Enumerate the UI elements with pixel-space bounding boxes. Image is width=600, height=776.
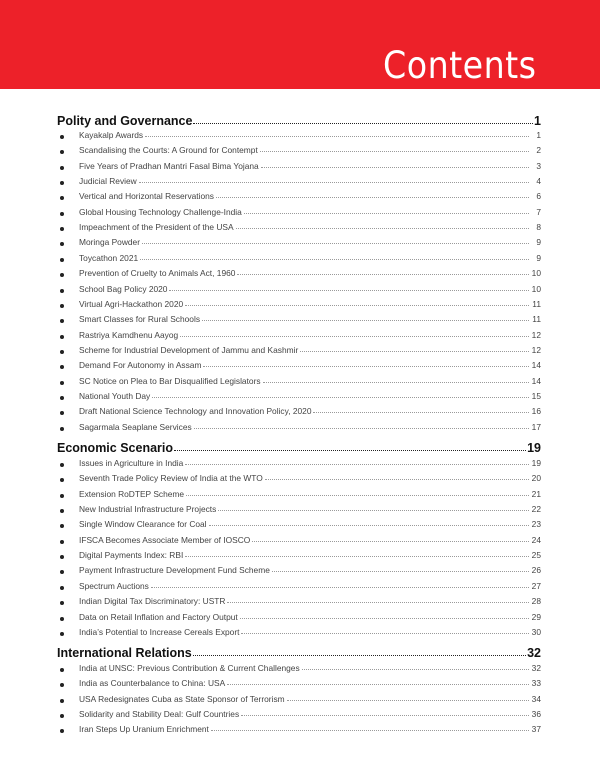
toc-entry-label: India at UNSC: Previous Contribution & Current Challenges bbox=[79, 663, 300, 673]
bullet-icon bbox=[60, 181, 64, 185]
bullet-icon bbox=[60, 150, 64, 154]
toc-entry-page-number: 23 bbox=[531, 519, 541, 530]
toc-entry[interactable] bbox=[57, 565, 541, 579]
toc-entry-label: Rastriya Kamdhenu Aayog bbox=[79, 329, 179, 340]
toc-entry-page-number: 1 bbox=[536, 130, 541, 140]
toc-entry-page-number: 36 bbox=[531, 709, 541, 720]
bullet-icon bbox=[60, 463, 64, 467]
bullet-icon bbox=[60, 601, 64, 605]
toc-entry-label: Solidarity and Stability Deal: Gulf Countries bbox=[79, 709, 240, 720]
bullet-icon bbox=[60, 714, 64, 718]
section-heading[interactable] bbox=[57, 114, 541, 130]
dot-leader bbox=[139, 175, 529, 183]
dot-leader bbox=[261, 160, 529, 168]
bullet-icon bbox=[60, 381, 64, 385]
toc-entry-page-number: 11 bbox=[532, 314, 541, 325]
toc-entry-label: Kayakalp Awards bbox=[79, 130, 144, 140]
bullet-icon bbox=[60, 540, 64, 544]
section-page-number: 32 bbox=[527, 646, 541, 660]
toc-entry-page-number: 4 bbox=[536, 176, 541, 187]
bullet-icon bbox=[60, 729, 64, 733]
bullet-icon bbox=[60, 524, 64, 528]
toc-entry-page-number: 33 bbox=[531, 678, 541, 689]
toc-entry-page-number: 10 bbox=[531, 283, 541, 294]
toc-entry-page-number: 29 bbox=[531, 611, 541, 622]
bullet-icon bbox=[60, 699, 64, 703]
dot-leader bbox=[202, 313, 529, 321]
bullet-icon bbox=[60, 350, 64, 354]
dot-leader bbox=[151, 580, 529, 588]
toc-entry-label: Impeachment of the President of the USA bbox=[79, 222, 234, 233]
toc-entry[interactable] bbox=[57, 191, 541, 205]
toc-entry-page-number: 9 bbox=[536, 252, 541, 263]
dot-leader bbox=[302, 662, 529, 670]
toc-entry-label: Scandalising the Courts: A Ground for Contempt bbox=[79, 145, 258, 156]
toc-entry[interactable] bbox=[57, 360, 541, 374]
toc-entry-page-number: 25 bbox=[531, 550, 541, 561]
bullet-icon bbox=[60, 135, 64, 139]
toc-entry-label: SC Notice on Plea to Bar Disqualified Legislators bbox=[79, 375, 261, 386]
toc-entry[interactable] bbox=[57, 550, 541, 564]
toc-entry-page-number: 30 bbox=[531, 626, 541, 637]
dot-leader bbox=[174, 440, 526, 451]
toc-entry[interactable] bbox=[57, 406, 541, 420]
toc-entry-label: Data on Retail Inflation and Factory Output bbox=[79, 611, 238, 622]
dot-leader bbox=[142, 236, 529, 244]
dot-leader bbox=[211, 723, 529, 731]
toc-entry-label: Judicial Review bbox=[79, 176, 137, 187]
toc-entry-page-number: 14 bbox=[531, 360, 541, 371]
toc-entry-label: New Industrial Infrastructure Projects bbox=[79, 504, 217, 515]
toc-entry-label: Extension RoDTEP Scheme bbox=[79, 488, 185, 499]
toc-entry-label: Smart Classes for Rural Schools bbox=[79, 314, 201, 325]
toc-entry[interactable] bbox=[57, 581, 541, 595]
toc-entry-label: Indian Digital Tax Discriminatory: USTR bbox=[79, 596, 226, 607]
section-page-number: 1 bbox=[534, 114, 541, 128]
dot-leader bbox=[216, 190, 529, 198]
dot-leader bbox=[209, 518, 529, 526]
bullet-icon bbox=[60, 555, 64, 559]
header-banner bbox=[0, 0, 600, 89]
toc-entry-page-number: 12 bbox=[531, 344, 541, 355]
bullet-icon bbox=[60, 668, 64, 672]
toc-entry-page-number: 3 bbox=[536, 160, 541, 171]
toc-entry[interactable] bbox=[57, 299, 541, 313]
dot-leader bbox=[236, 221, 529, 229]
toc-entry[interactable] bbox=[57, 391, 541, 405]
bullet-icon bbox=[60, 570, 64, 574]
toc-entry-page-number: 32 bbox=[531, 663, 541, 673]
dot-leader bbox=[185, 457, 529, 465]
section-title: International Relations bbox=[57, 646, 192, 660]
bullet-icon bbox=[60, 396, 64, 400]
dot-leader bbox=[140, 252, 529, 260]
bullet-icon bbox=[60, 478, 64, 482]
section-heading[interactable] bbox=[57, 441, 541, 457]
toc-entry-label: Spectrum Auctions bbox=[79, 580, 149, 591]
toc-entry[interactable] bbox=[57, 519, 541, 533]
toc-entry[interactable] bbox=[57, 345, 541, 359]
toc-entry-label: Digital Payments Index: RBI bbox=[79, 550, 184, 561]
dot-leader bbox=[313, 405, 529, 413]
toc-entry[interactable] bbox=[57, 627, 541, 641]
toc-entry-label: Vertical and Horizontal Reservations bbox=[79, 191, 214, 202]
bullet-icon bbox=[60, 427, 64, 431]
bullet-icon bbox=[60, 335, 64, 339]
toc-entry-label: India’s Potential to Increase Cereals Export bbox=[79, 626, 240, 637]
bullet-icon bbox=[60, 273, 64, 277]
section-heading[interactable] bbox=[57, 646, 541, 662]
toc-entry-page-number: 16 bbox=[531, 406, 541, 417]
toc-entry[interactable] bbox=[57, 535, 541, 549]
dot-leader bbox=[185, 549, 529, 557]
dot-leader bbox=[152, 390, 529, 398]
dot-leader bbox=[263, 375, 529, 383]
toc-entry[interactable] bbox=[57, 596, 541, 610]
toc-entry-page-number: 15 bbox=[531, 390, 541, 401]
toc-entry-label: India as Counterbalance to China: USA bbox=[79, 678, 226, 689]
toc-entry-page-number: 10 bbox=[531, 268, 541, 279]
toc-entry-page-number: 14 bbox=[531, 375, 541, 386]
toc-entry-label: Scheme for Industrial Development of Jammu and Kashmir bbox=[79, 344, 299, 355]
bullet-icon bbox=[60, 258, 64, 262]
dot-leader bbox=[203, 359, 529, 367]
toc-entry[interactable] bbox=[57, 330, 541, 344]
bullet-icon bbox=[60, 509, 64, 513]
bullet-icon bbox=[60, 242, 64, 246]
dot-leader bbox=[237, 267, 529, 275]
section-page-number: 19 bbox=[527, 441, 541, 455]
toc-entry[interactable] bbox=[57, 284, 541, 298]
toc-entry-label: Global Housing Technology Challenge-India bbox=[79, 206, 242, 217]
toc-entry[interactable] bbox=[57, 176, 541, 190]
dot-leader bbox=[227, 595, 529, 603]
toc-entry[interactable] bbox=[57, 678, 541, 692]
toc-entry-page-number: 27 bbox=[531, 580, 541, 591]
toc-entry-page-number: 20 bbox=[531, 473, 541, 484]
bullet-icon bbox=[60, 212, 64, 216]
bullet-icon bbox=[60, 304, 64, 308]
toc-entry[interactable] bbox=[57, 253, 541, 267]
dot-leader bbox=[185, 298, 529, 306]
bullet-icon bbox=[60, 586, 64, 590]
dot-leader bbox=[265, 472, 529, 480]
toc-entry[interactable] bbox=[57, 709, 541, 723]
dot-leader bbox=[169, 283, 529, 291]
toc-entry-label: Draft National Science Technology and Innovation Policy, 2020 bbox=[79, 406, 312, 417]
toc-entry-label: Virtual Agri-Hackathon 2020 bbox=[79, 298, 184, 309]
bullet-icon bbox=[60, 494, 64, 498]
toc-entry[interactable] bbox=[57, 222, 541, 236]
toc-entry-label: Single Window Clearance for Coal bbox=[79, 519, 207, 530]
dot-leader bbox=[241, 626, 529, 634]
bullet-icon bbox=[60, 196, 64, 200]
toc-entry[interactable] bbox=[57, 130, 541, 144]
toc-entry-label: Moringa Powder bbox=[79, 237, 140, 248]
toc-entry[interactable] bbox=[57, 612, 541, 626]
dot-leader bbox=[218, 503, 529, 511]
dot-leader bbox=[244, 206, 529, 214]
toc-entry[interactable] bbox=[57, 268, 541, 282]
bullet-icon bbox=[60, 411, 64, 415]
toc-entry-label: IFSCA Becomes Associate Member of IOSCO bbox=[79, 534, 251, 545]
dot-leader bbox=[194, 421, 529, 429]
toc-entry-label: Issues in Agriculture in India bbox=[79, 458, 184, 468]
toc-entry-label: Seventh Trade Policy Review of India at the WTO bbox=[79, 473, 263, 484]
toc-entry-page-number: 7 bbox=[536, 206, 541, 217]
toc-entry[interactable] bbox=[57, 458, 541, 472]
dot-leader bbox=[180, 329, 529, 337]
bullet-icon bbox=[60, 365, 64, 369]
section-title: Polity and Governance bbox=[57, 114, 193, 128]
toc-entry[interactable] bbox=[57, 145, 541, 159]
dot-leader bbox=[186, 488, 529, 496]
toc-entry-page-number: 37 bbox=[531, 724, 541, 735]
toc-entry-label: National Youth Day bbox=[79, 390, 151, 401]
dot-leader bbox=[272, 564, 529, 572]
bullet-icon bbox=[60, 683, 64, 687]
toc-entry-label: USA Redesignates Cuba as State Sponsor of Terrorism bbox=[79, 693, 285, 704]
toc-entry[interactable] bbox=[57, 237, 541, 251]
toc-entry-page-number: 11 bbox=[532, 298, 541, 309]
toc-entry-label: Payment Infrastructure Development Fund Scheme bbox=[79, 565, 270, 576]
toc-entry[interactable] bbox=[57, 207, 541, 221]
dot-leader bbox=[300, 344, 529, 352]
dot-leader bbox=[193, 645, 526, 656]
toc-entry-label: Demand For Autonomy in Assam bbox=[79, 360, 202, 371]
section-title: Economic Scenario bbox=[57, 441, 174, 455]
toc-entry[interactable] bbox=[57, 161, 541, 175]
bullet-icon bbox=[60, 319, 64, 323]
bullet-icon bbox=[60, 166, 64, 170]
toc-entry-page-number: 17 bbox=[531, 421, 541, 432]
page-title: Contents bbox=[382, 44, 536, 87]
bullet-icon bbox=[60, 632, 64, 636]
toc-entry-page-number: 24 bbox=[531, 534, 541, 545]
toc-entry[interactable] bbox=[57, 314, 541, 328]
dot-leader bbox=[240, 611, 529, 619]
toc-entry[interactable] bbox=[57, 489, 541, 503]
toc-entry[interactable] bbox=[57, 504, 541, 518]
dot-leader bbox=[252, 534, 529, 542]
toc-entry[interactable] bbox=[57, 473, 541, 487]
toc-entry-page-number: 8 bbox=[536, 222, 541, 233]
toc-entry-label: School Bag Policy 2020 bbox=[79, 283, 168, 294]
toc-entry-page-number: 26 bbox=[531, 565, 541, 576]
dot-leader bbox=[287, 693, 529, 701]
toc-entry-page-number: 6 bbox=[536, 191, 541, 202]
toc-entry[interactable] bbox=[57, 376, 541, 390]
dot-leader bbox=[260, 144, 529, 152]
toc-entry-label: Toycathon 2021 bbox=[79, 252, 139, 263]
toc-entry[interactable] bbox=[57, 694, 541, 708]
toc-entry-page-number: 34 bbox=[531, 693, 541, 704]
toc-entry[interactable] bbox=[57, 724, 541, 738]
toc-entry-label: Iran Steps Up Uranium Enrichment bbox=[79, 724, 209, 735]
toc-entry-page-number: 28 bbox=[531, 596, 541, 607]
dot-leader bbox=[227, 677, 529, 685]
toc-entry-page-number: 19 bbox=[531, 458, 541, 468]
bullet-icon bbox=[60, 227, 64, 231]
toc-entry[interactable] bbox=[57, 422, 541, 436]
dot-leader bbox=[241, 708, 529, 716]
bullet-icon bbox=[60, 617, 64, 621]
dot-leader bbox=[193, 113, 533, 124]
bullet-icon bbox=[60, 289, 64, 293]
toc-entry-page-number: 2 bbox=[536, 145, 541, 156]
toc-entry-label: Prevention of Cruelty to Animals Act, 1960 bbox=[79, 268, 236, 279]
toc-entry-page-number: 9 bbox=[536, 237, 541, 248]
toc-entry[interactable] bbox=[57, 663, 541, 677]
dot-leader bbox=[145, 129, 529, 137]
toc-entry-page-number: 21 bbox=[531, 488, 541, 499]
toc-entry-page-number: 12 bbox=[531, 329, 541, 340]
toc-entry-label: Five Years of Pradhan Mantri Fasal Bima Yojana bbox=[79, 160, 259, 171]
toc-entry-label: Sagarmala Seaplane Services bbox=[79, 421, 192, 432]
toc-entry-page-number: 22 bbox=[531, 504, 541, 515]
